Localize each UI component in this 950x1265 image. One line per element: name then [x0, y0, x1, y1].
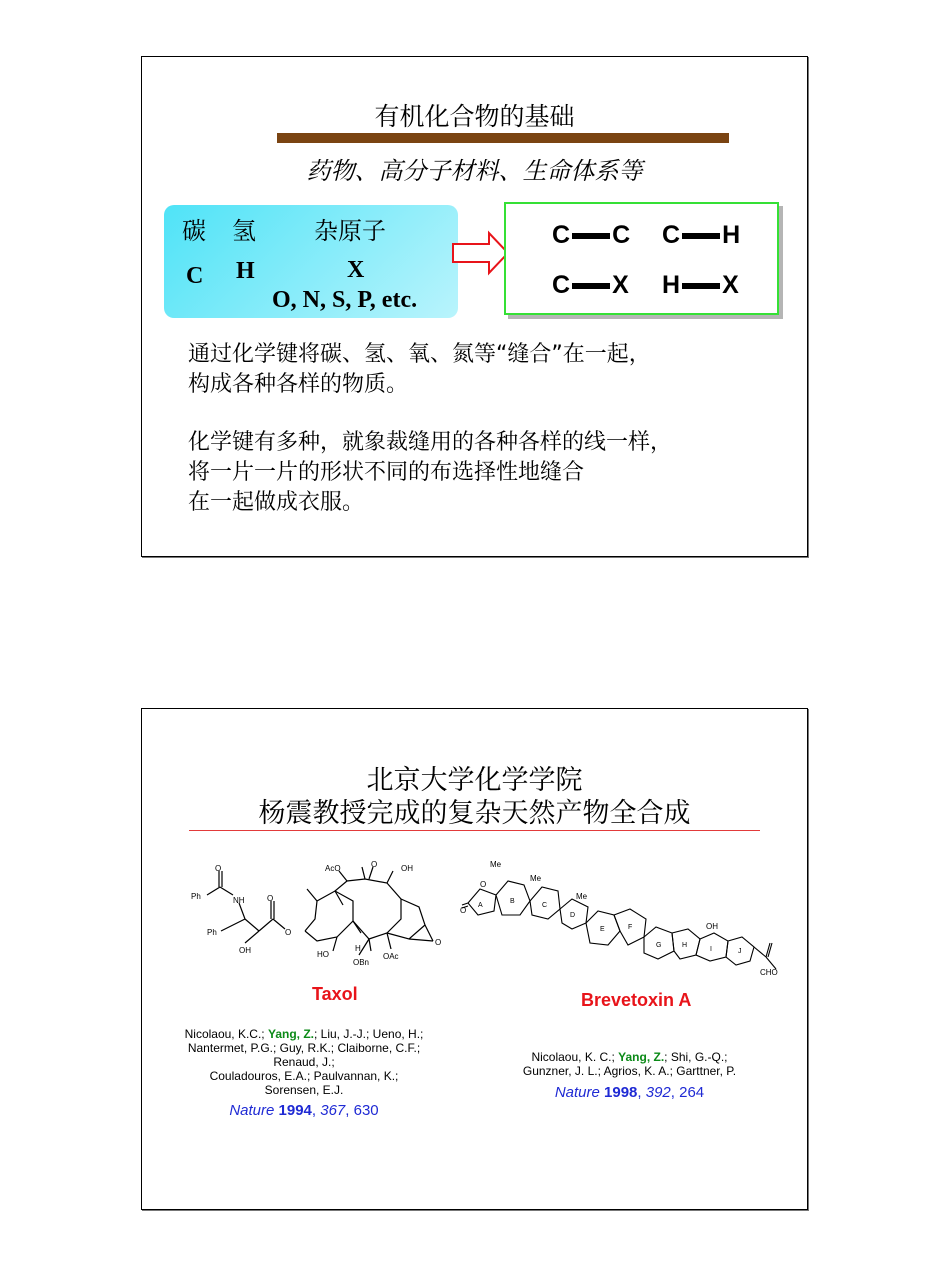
taxol-atom-ph2: Ph [207, 928, 217, 937]
brev-atom-me1: Me [490, 860, 502, 869]
paragraph-1: 通过化学键将碳、氢、氧、氮等“缝合”在一起， 构成各种各样的物质。 [188, 342, 651, 397]
taxol-atom-aco: AcO [325, 864, 341, 873]
brev-atom-oh: OH [706, 922, 718, 931]
bonds-box [504, 202, 779, 315]
ring-label-c: C [542, 902, 548, 909]
heteroatom-cn: 杂原子 [314, 217, 386, 245]
brevetoxin-label: Brevetoxin A [581, 990, 692, 1010]
slide2-title-line2: 杨震教授完成的复杂天然产物全合成 [258, 798, 691, 829]
slide1-title: 有机化合物的基础 [374, 102, 575, 131]
heteroatom-list: O, N, S, P, etc. [272, 287, 418, 313]
right-arrow-icon [451, 230, 511, 276]
taxol-structure [187, 859, 457, 984]
slide-organic-basics [141, 56, 808, 557]
ring-label-a: A [478, 902, 483, 909]
elements-box [164, 205, 458, 318]
bond-h-x: H X [662, 271, 739, 299]
brevetoxin-reference: Nicolaou, K. C.; Yang, Z.; Shi, G.-Q.; Gunzner, J. L.; Agrios, K. A.; Garttner, P. [522, 1050, 737, 1078]
taxol-atom-oh2: OH [401, 864, 413, 873]
taxol-atom-oh1: OH [239, 946, 251, 955]
brev-atom-me3: Me [576, 892, 588, 901]
taxol-atom-oac: OAc [383, 952, 399, 961]
heteroatom-symbol: X [347, 257, 365, 283]
taxol-atom-ho: HO [317, 950, 329, 959]
taxol-atom-ph1: Ph [191, 892, 201, 901]
brev-atom-o2: O [460, 906, 467, 915]
brev-atom-o1: O [480, 880, 487, 889]
carbon-cn: 碳 [182, 217, 206, 245]
taxol-atom-h: H [355, 944, 361, 953]
taxol-atom-o5: O [435, 938, 442, 947]
hydrogen-cn: 氢 [232, 217, 256, 245]
taxol-reference: Nicolaou, K.C.; Yang, Z.; Liu, J.-J.; Ueno, H.; Nantermet, P.G.; Guy, R.K.; Claiborne, C.F.; Renaud, J.; Couladouros, E.A.; Paulvannan, K.; Sorensen, E.J. [184, 1027, 424, 1097]
bond-c-h: C H [662, 221, 741, 249]
ring-label-g: G [656, 942, 662, 949]
ring-label-i: I [710, 946, 712, 953]
brevetoxin-structure [460, 857, 782, 977]
brev-atom-cho: CHO [760, 968, 778, 977]
brevetoxin-citation: Nature 1998, 392, 264 [554, 1084, 705, 1101]
taxol-citation: Nature 1994, 367, 630 [229, 1102, 379, 1119]
bond-c-c: C C [552, 221, 631, 249]
title-rule [189, 830, 760, 831]
paragraph-2: 化学键有多种，就象裁缝用的各种各样的线一样， 将一片一片的形状不同的布选择性地缝合 在一起做成衣服。 [188, 430, 673, 515]
ring-label-e: E [600, 926, 605, 933]
ring-label-b: B [510, 898, 515, 905]
taxol-label: Taxol [312, 984, 358, 1004]
taxol-atom-o2: O [267, 894, 274, 903]
ring-label-d: D [570, 912, 576, 919]
title-bar [277, 133, 729, 143]
hydrogen-symbol: H [236, 258, 255, 284]
bond-c-x: C X [552, 271, 629, 299]
taxol-atom-o3: O [285, 928, 292, 937]
taxol-atom-o4: O [371, 860, 378, 869]
brev-atom-me2: Me [530, 874, 542, 883]
slide-total-synthesis [141, 708, 808, 1210]
carbon-symbol: C [186, 263, 204, 289]
slide1-subtitle: 药物、高分子材料、生命体系等 [306, 157, 643, 185]
taxol-atom-obn: OBn [353, 958, 370, 967]
taxol-atom-nh: NH [233, 896, 245, 905]
slide2-title-line1: 北京大学化学学院 [366, 765, 583, 796]
ring-label-j: J [738, 948, 742, 955]
ring-label-h: H [682, 942, 688, 949]
taxol-atom-o1: O [215, 864, 222, 873]
ring-label-f: F [628, 924, 633, 931]
